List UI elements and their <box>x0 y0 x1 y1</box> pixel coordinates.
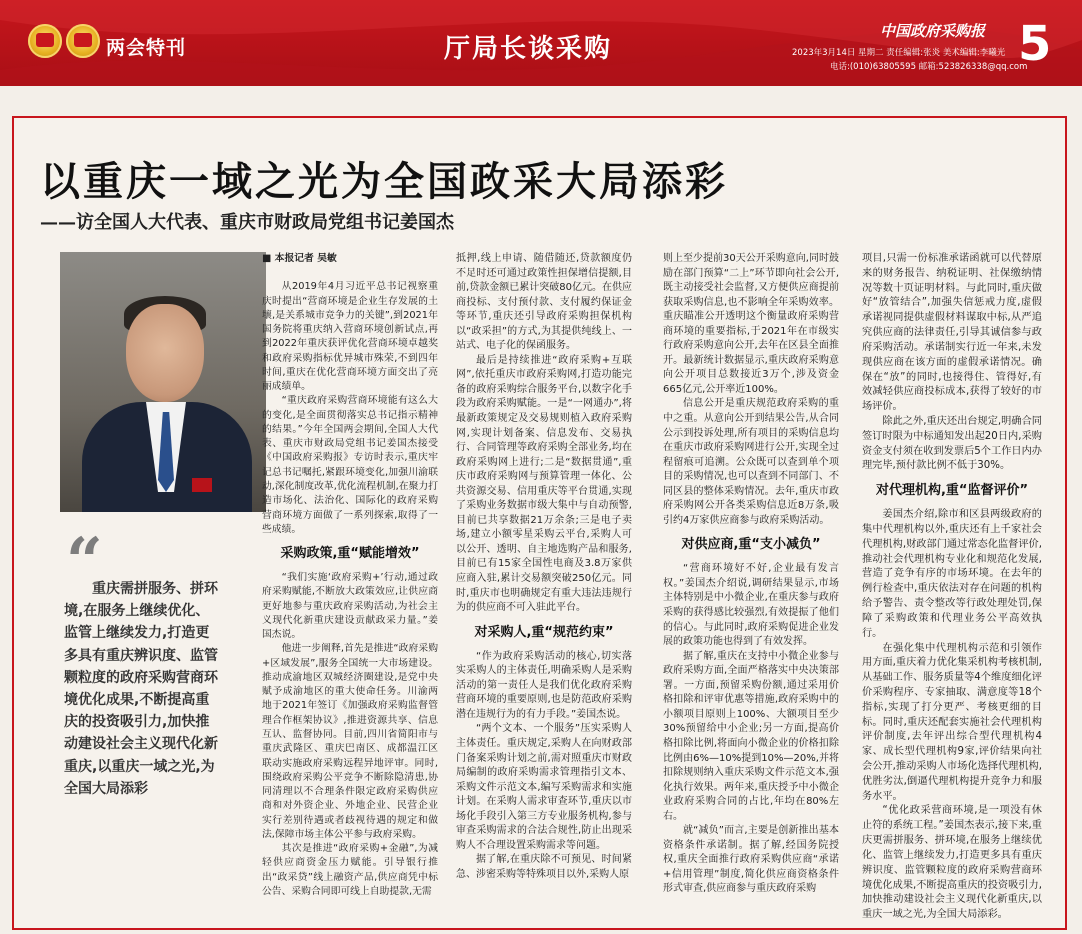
issue-meta-line: 2023年3月14日 星期二 责任编辑:张炎 美术编辑:李曦光 <box>792 48 1006 58</box>
paragraph: 他进一步阐释,首先是推进“政府采购+区域发展”,服务全国统一大市场建设。推动成渝地区双城经济圈建设,是党中央赋予成渝地区的重大使命任务。川渝两地于2021年签订《加强政府采购监督管理合作框架协议》,推进资源共享、信息互认、监督协同。目前,四川省简阳市与重庆武隆区、重庆巴南区、成都温江区联动实施政府采购远程异地评审。同时,围绕政府采购公平竞争不断除隐清患,协同清理以不合理条件限定政府采购供应商和对外资企业、外地企业、民营企业实行差别待遇或者歧视待遇的规定和做法,保障市场主体公平参与政府采购。 <box>262 643 438 840</box>
page-header-band <box>0 0 1082 86</box>
paragraph: 在强化集中代理机构示范和引领作用方面,重庆着力优化集采机构考核机制,从基础工作、服务质量等4个维度细化评价采购程序、专家抽取、满意度等18个指标,实现了打分更严、考核更细的目标。同时,重庆还配套实施社会代理机构评价制度,去年评出综合型代理机构4家、成长型代理机构9家,评价结果向社会公开,推动采购人市场化选择代理机构,优胜劣汰,倒逼代理机构提升竞争力和服务水平。 <box>862 642 1042 802</box>
pull-quote: 重庆需拼服务、拼环境,在服务上继续优化、监管上继续发力,打造更多具有重庆辨识度、监管颗粒度的政府采购营商环境优化成果,不断提高重庆的投资吸引力,加快推动建设社会主义现代化新重庆,以重庆一域之光,为全国大局添彩 <box>64 581 218 797</box>
subheading-supplier: 对供应商,重“支小减负” <box>681 537 821 553</box>
paragraph: “两个文本、一个服务”压实采购人主体责任。重庆规定,采购人在向财政部门备案采购计划之前,需对照重庆市财政局编制的政府采购需求管理指引文本、采购文件示范文本,编写采购需求和实施计划。在采购人需求审查环节,重庆以市场化手段引入第三方专业服务机构,参与审查采购需求的合法合规性,防止出现采购人不合理设置采购需求等问题。 <box>456 723 632 851</box>
newspaper-masthead: 中国政府采购报 <box>880 22 986 40</box>
section-tag: 两会特刊 <box>106 37 187 59</box>
article-column-3 <box>663 252 839 897</box>
article-headline: 以重庆一域之光为全国政采大局添彩 <box>40 158 728 205</box>
page-number: 5 <box>1018 16 1052 72</box>
paragraph: 姜国杰介绍,除市和区县两级政府的集中代理机构以外,重庆还有上千家社会代理机构,财政部门通过常态化监督评价,推动社会代理机构专业化和规范化发展,营造了竞争有序的市场环境。在去年的例行检查中,重庆依法对存在问题的机构给予警告、责令整改等行政处理处罚,保障了采购政策和代理业务公平高效执行。 <box>862 509 1042 639</box>
paragraph: 抵押,线上申请、随借随还,贷款额度仍不足时还可通过政策性担保增信提额,目前,贷款金额已累计突破80亿元。在供应商投标、支付预付款、支付履约保证金等环节,重庆还引导政府采购担保机构以“政采担”的方式,为其提供纯线上、一站式、电子化的保函服务。 <box>456 253 632 352</box>
contact-line: 电话:(010)63805595 邮箱:523826338@qq.com <box>830 62 1028 72</box>
portrait-photo <box>60 252 266 512</box>
paragraph: “营商环境好不好,企业最有发言权。”姜国杰介绍说,调研结果显示,市场主体特别是中小微企业,在重庆参与政府采购的获得感比较强烈,有效提振了他们的信心。与此同时,政府采购促进企业发展的政策功能也得到了有效发挥。 <box>663 563 839 648</box>
paragraph: “重庆政府采购营商环境能有这么大的变化,是全面贯彻落实总书记指示精神的结果。”今年全国两会期间,全国人大代表、重庆市财政局党组书记姜国杰接受《中国政府采购报》专访时表示,重庆牢记总书记嘱托,紧跟环境变化,加强川渝联动,深化制度改革,优化流程机制,在聚力打造市场化、法治化、国际化的政府采购营商环境方面做了一系列探索,取得了一些成绩。 <box>262 395 438 535</box>
paragraph: 最后是持续推进“政府采购+互联网”,依托重庆市政府采购网,打造功能完备的政府采购综合服务平台,以数字化手段为政府采购赋能。一是“一网通办”,将最新政策规定及交易规则植入政府采购网,实现计划备案、信息发布、交易执行、合同管理等政府采购全部业务,均在政府采购网上进行;二是“数据贯通”,重庆市政府采购网与预算管理一体化、公共资源交易、信用重庆等平台贯通,实现了采购业务数据市级大集中与自动预警,目前已共享数据21万余条;三是电子卖场,建立小额零星采购云平台,采购人可以公开、透明、自主地选购产品和服务,目前已有15家全国性电商及3.8万家供应商入驻,累计交易额突破250亿元。同时,重庆市也明确规定有重大违法违规行为的供应商不可入驻此平台。 <box>456 354 632 614</box>
paragraph: 据了解,在重庆除不可预见、时间紧急、涉密采购等特殊项目以外,采购人原 <box>456 854 632 880</box>
paragraph: 据了解,重庆在支持中小微企业参与政府采购方面,全面严格落实中央决策部署。一方面,预留采购份额,通过采用价格扣除和评审优惠等措施,政府采购中的小额项目原则上100%、大额项目至少30%预留给中小企业;另一方面,提高价格扣除比例,将面向小微企业的价格扣除比例由6%—10%提到10%—20%,并将扣除规则纳入重庆采购文件示范文本,强化执行效果。两年来,重庆授予中小微企业政府采购合同的占比,年均在80%左右。 <box>663 650 839 822</box>
paragraph: “作为政府采购活动的核心,切实落实采购人的主体责任,明确采购人是采购活动的第一责任人是我们优化政府采购营商环境的重要原则,也是防范政府采购潜在违规行为的有力手段。”姜国杰说。 <box>456 650 632 720</box>
quote-mark-icon: “ <box>66 524 103 599</box>
paragraph: “我们实施‘政府采购+’行动,通过政府采购赋能,不断放大政策效应,让供应商更好地参与重庆政府采购活动,为社会主义现代化新重庆建设贡献政采力量。”姜国杰说。 <box>262 572 438 641</box>
byline: ■ 本报记者 吴敏 <box>262 253 337 264</box>
subheading-purchaser: 对采购人,重“规范约束” <box>474 624 614 640</box>
paragraph: 项目,只需一份标准承诺函就可以代替原来的财务报告、纳税证明、社保缴纳情况等数十页证明材料。与此同时,重庆做好“放管结合”,加强失信惩戒力度,虚假承诺视同提供虚假材料谋取中标,从严追究供应商的法律责任,引导其诚信参与政府采购活动。承诺制实行近一年来,未发现供应商在该方面的虚假承诺情况。确保在“放”的同时,也接得住、管得好,有效减轻供应商投标成本,获得了较好的市场评价。 <box>862 253 1042 413</box>
paragraph: 就“减负”而言,主要是创新推出基本资格条件承诺制。据了解,经国务院授权,重庆全面推行政府采购供应商“承诺+信用管理”制度,简化供应商资格条件形式审查,供应商参与重庆政府采购 <box>663 825 839 895</box>
column-title: 厅局长谈采购 <box>444 34 613 64</box>
paragraph: 则上至少提前30天公开采购意向,同时鼓励在部门预算“二上”环节即向社会公开,既主动接受社会监督,又方便供应商提前获取采购信息,也不影响全年采购效率。重庆瞄准公开透明这个衡量政府采购营商环境的重要指标,于2021年在市级实行政府采购意向公开,去年在区县全面推开。最新统计数据显示,重庆政府采购意向公开项目总数接近3万个,涉及资金665亿元,公开率近100%。 <box>663 253 839 395</box>
national-emblem-icon <box>28 24 62 58</box>
article-column-1 <box>262 252 438 899</box>
cppcc-emblem-icon <box>66 24 100 58</box>
article-column-4 <box>862 252 1042 923</box>
paragraph: 其次是推进“政府采购+金融”,为减轻供应商资金压力赋能。引导银行推出“政采贷”线上融资产品,供应商凭中标公告、采购合同即可线上自助提款,无需 <box>262 843 438 897</box>
article-subhead: ——访全国人大代表、重庆市财政局党组书记姜国杰 <box>40 212 454 233</box>
subheading-policy: 采购政策,重“赋能增效” <box>280 546 420 562</box>
paragraph: “优化政采营商环境,是一项没有休止符的系统工程。”姜国杰表示,接下来,重庆更需拼服务、拼环境,在服务上继续优化、监管上继续发力,打造更多具有重庆辨识度、监管颗粒度的政府采购营商环境优化成果,不断提高重庆的投资吸引力,加快推动建设社会主义现代化新重庆,以重庆一域之光,为全国大局添彩。 <box>862 805 1042 921</box>
paragraph: 从2019年4月习近平总书记视察重庆时提出“营商环境是企业生存发展的土壤,是关系城市竞争力的关键”,到2021年国务院将重庆纳入营商环境创新试点,再到2022年重庆获评优化营商环境卓越奖和政府采购指标优异城市殊荣,不到四年时间,重庆在优化营商环境方面交出了亮丽成绩单。 <box>262 281 438 393</box>
paragraph: 除此之外,重庆还出台规定,明确合同签订时限为中标通知发出起20日内,采购资金支付须在收到发票后5个工作日内办理完毕,预付款比例不低于30%。 <box>862 415 1042 472</box>
subheading-agency: 对代理机构,重“监督评价” <box>875 483 1029 499</box>
paragraph: 信息公开是重庆规范政府采购的重中之重。从意向公开到结果公告,从合同公示到投诉处理,所有项目的采购信息均在重庆市政府采购网进行公开,实现全过程留痕可追溯。公众既可以查到单个项目的采购情况,也可以查到不同部门、不同区县的整体采购情况。去年,重庆市政府采购网公开各类采购信息近8万条,吸引约4万家供应商参与政府采购活动。 <box>663 398 839 526</box>
article-column-2 <box>456 252 632 882</box>
